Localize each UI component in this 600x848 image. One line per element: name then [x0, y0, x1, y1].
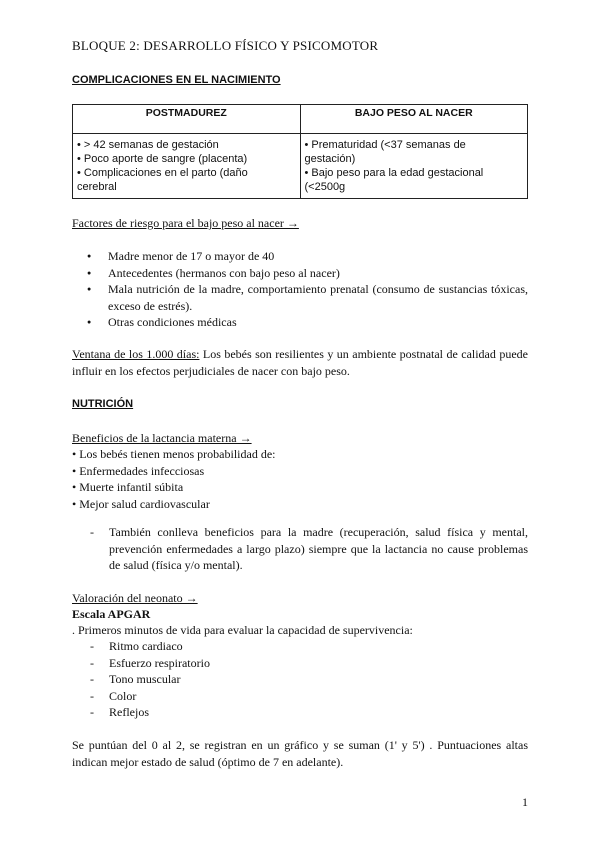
mother-benefits-note [90, 524, 528, 574]
risk-factors-list [84, 248, 528, 331]
benefits-label: Beneficios de la lactancia materna → [72, 431, 252, 445]
table-cell-line: • Bajo peso para la edad gestacional [304, 167, 484, 179]
benefits-list [72, 446, 275, 512]
apgar-criteria-list [90, 638, 210, 721]
page-number: 1 [522, 795, 528, 809]
list-item: ● Madre menor de 17 o mayor de 40 [84, 248, 528, 265]
list-item: - Color [90, 688, 210, 705]
apgar-title: Escala APGAR [72, 607, 151, 621]
table-cell-low-birth-weight [300, 134, 528, 199]
scoring-paragraph: Se puntúan del 0 al 2, se registran en un gráfico y se suman (1' y 5') . Puntuaciones altas indican mejor estado de salud (óptimo de 7 en adelante). [72, 738, 528, 769]
page-title: BLOQUE 2: DESARROLLO FÍSICO Y PSICOMOTOR [72, 38, 379, 53]
table-cell-line: • > 42 semanas de gestación [77, 139, 219, 151]
list-item: • Mejor salud cardiovascular [72, 496, 210, 511]
table-cell-line: • Complicaciones en el parto (daño [77, 167, 248, 179]
risk-factors-label: Factores de riesgo para el bajo peso al nacer → [72, 216, 299, 230]
table-cell-line: (<2500g [304, 181, 346, 193]
list-item: ● Mala nutrición de la madre, comportamiento prenatal (consumo de sustancias tóxicas, exceso de estrés). [84, 281, 528, 314]
table-cell-line: • Prematuridad (<37 semanas de [304, 139, 466, 151]
list-item: - Tono muscular [90, 671, 210, 688]
list-item: ● Antecedentes (hermanos con bajo peso al nacer) [84, 265, 528, 282]
list-item: • Muerte infantil súbita [72, 480, 184, 494]
section-heading-complications: COMPLICACIONES EN EL NACIMIENTO [72, 74, 281, 86]
apgar-intro: . Primeros minutos de vida para evaluar la capacidad de supervivencia: [72, 623, 413, 637]
section-heading-nutrition: NUTRICIÓN [72, 398, 134, 410]
list-item: - Ritmo cardiaco [90, 638, 210, 655]
table-cell-line: gestación) [304, 153, 356, 165]
table-header-postmaturity: POSTMADUREZ [73, 105, 301, 134]
table-cell-line: cerebral [77, 181, 117, 193]
window-text: Los bebés son resilientes y un ambiente postnatal de calidad puede influir en los efectos perjudiciales de nacer con bajo peso. [72, 347, 528, 378]
list-item: - Esfuerzo respiratorio [90, 655, 210, 672]
list-item: ● Otras condiciones médicas [84, 314, 528, 331]
window-label: Ventana de los 1.000 días: [72, 347, 200, 361]
list-item: • Los bebés tienen menos probabilidad de: [72, 447, 276, 461]
window-paragraph [72, 346, 528, 379]
table-header-low-birth-weight: BAJO PESO AL NACER [300, 105, 528, 134]
neonate-assessment-label: Valoración del neonato → [72, 591, 198, 605]
table-cell-postmaturity [73, 134, 301, 199]
list-item: • Enfermedades infecciosas [72, 463, 205, 478]
complications-table [72, 104, 528, 199]
list-item: - Reflejos [90, 704, 210, 721]
table-cell-line: • Poco aporte de sangre (placenta) [77, 153, 248, 165]
list-item: - También conlleva beneficios para la madre (recuperación, salud física y mental, prevención enfermedades a largo plazo) siempre que la lactancia no cause problemas de salud (física y/o mental). [90, 524, 528, 574]
